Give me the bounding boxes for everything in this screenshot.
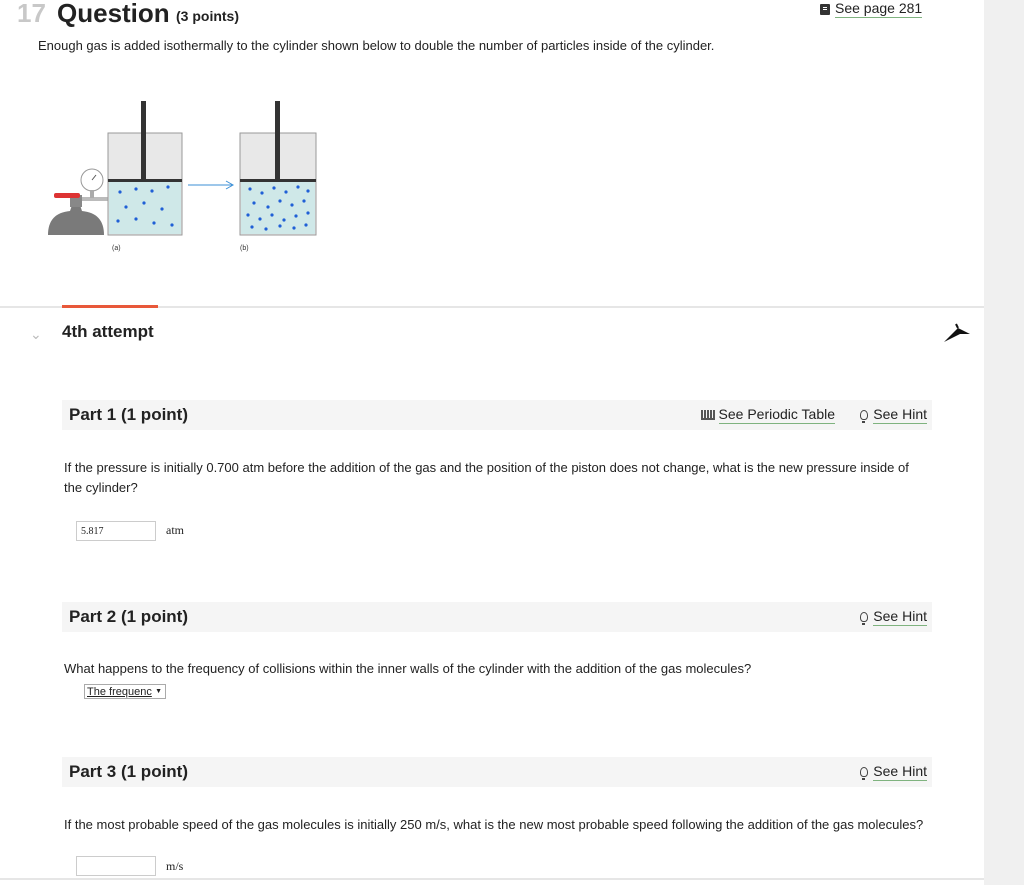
figure-label-b: (b) [240,245,249,252]
part-1-answer-input[interactable]: 5.817 [76,521,156,541]
cylinder-b [240,101,316,235]
part-2-question: What happens to the frequency of collisions within the inner walls of the cylinder with the addition of the gas molecules? [64,661,752,676]
part-2-answer-select[interactable] [84,684,166,699]
right-gutter [984,0,1024,885]
part-3-unit: m/s [166,859,184,873]
chevron-down-icon[interactable]: ⌄ [30,326,42,342]
cylinder-a [108,101,182,235]
question-text: Enough gas is added isothermally to the cylinder shown below to double the number of particles inside of the cylinder. [38,38,715,53]
part-3-hint-label: See Hint [873,763,927,779]
lightbulb-icon [860,612,868,622]
attempt-label[interactable]: 4th attempt [62,322,154,341]
book-icon [820,4,830,15]
part-3-header [62,757,932,787]
part-3-title: Part 3 (1 point) [69,762,189,781]
part-2-title: Part 2 (1 point) [69,607,189,626]
lightbulb-icon [860,767,868,777]
mouse-cursor-icon [942,322,972,346]
transition-arrow [188,181,233,189]
cylinder-figure [40,95,340,255]
attempt-tab-indicator [62,305,158,308]
part-3-question: If the most probable speed of the gas molecules is initially 250 m/s, what is the new most probable speed following the addition of the gas molecules? [64,817,924,832]
lightbulb-icon [860,410,868,420]
part-3-answer-input[interactable] [76,856,156,876]
periodic-table-icon [701,410,715,420]
part-1-hint-label: See Hint [873,406,927,422]
part-2-select-value: The frequenc [87,686,152,698]
part-3-hint-link[interactable] [860,763,927,781]
question-number: 17 [17,0,46,28]
part-1-header [62,400,932,430]
caret-down-icon: ▼ [155,688,162,695]
part-1-unit: atm [166,523,184,537]
see-page-link[interactable] [820,0,922,18]
see-periodic-table-label: See Periodic Table [718,406,835,422]
part-2-hint-link[interactable] [860,608,927,626]
question-heading: Question [57,0,170,28]
see-periodic-table-link[interactable] [701,406,835,424]
part-2-header [62,602,932,632]
part-1-title: Part 1 (1 point) [69,405,189,424]
bottom-divider [0,878,984,880]
part-1-question: If the pressure is initially 0.700 atm before the addition of the gas and the position of the piston does not change, what is the new pressure inside of the cylinder? [64,460,909,495]
part-2-hint-label: See Hint [873,608,927,624]
question-points: (3 points) [176,8,239,24]
figure-label-a: (a) [112,245,121,252]
see-page-label: See page 281 [835,0,923,16]
part-1-hint-link[interactable] [860,406,927,424]
gas-tank [48,169,112,235]
